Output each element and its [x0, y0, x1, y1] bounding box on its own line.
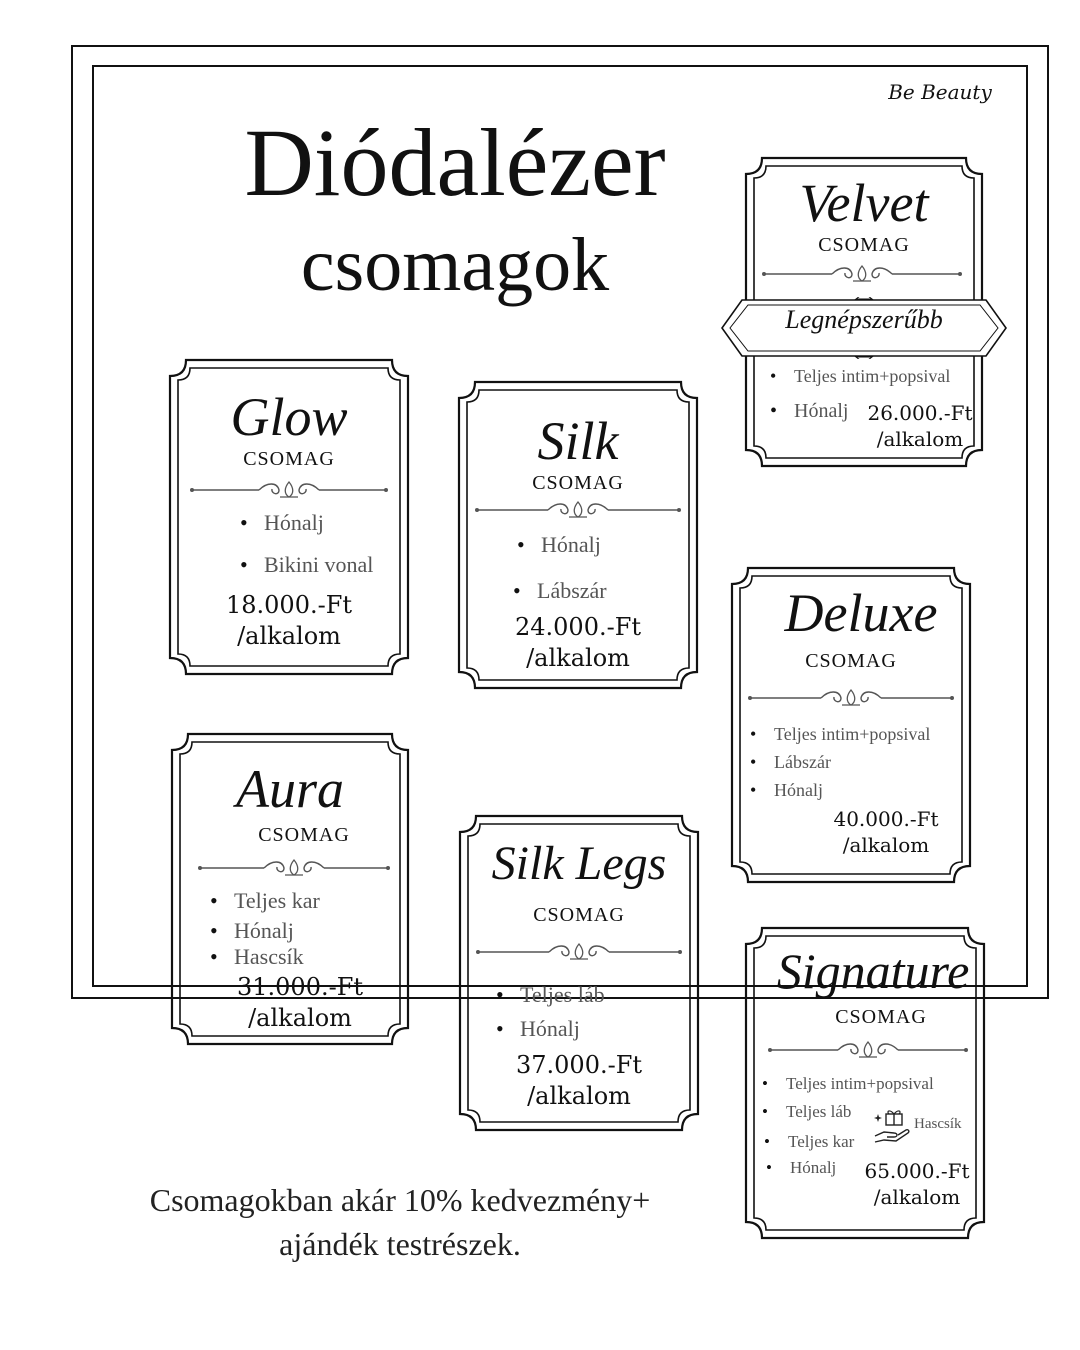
- package-card-signature: [744, 926, 986, 1240]
- ornament-divider: [476, 942, 682, 962]
- package-card-glow: [168, 358, 410, 676]
- package-item: • Hónalj: [774, 780, 823, 801]
- price-amount: 24.000.-Ft: [514, 613, 641, 641]
- package-item: • Teljes intim+popsival: [786, 1074, 934, 1094]
- price-unit: /alkalom: [248, 1004, 352, 1033]
- ornament-svg: [476, 942, 682, 962]
- gift-hand-icon: [872, 1108, 912, 1148]
- popular-banner: [720, 297, 1008, 359]
- footer-note: [100, 1178, 700, 1266]
- package-price: [457, 612, 699, 674]
- package-card-silk-legs: [458, 814, 700, 1132]
- package-name: Aura: [236, 759, 344, 819]
- package-item: • Lábszár: [537, 578, 607, 604]
- ornament-divider: [475, 500, 681, 520]
- package-item: • Teljes kar: [234, 888, 320, 914]
- package-item: • Teljes intim+popsival: [794, 366, 950, 387]
- package-price: [816, 806, 956, 858]
- package-item: • Hónalj: [264, 510, 324, 536]
- price-unit: /alkalom: [526, 644, 630, 673]
- package-card-aura: [170, 732, 410, 1046]
- package-price: [190, 972, 410, 1034]
- price-amount: 31.000.-Ft: [236, 973, 363, 1001]
- package-item: • Hónalj: [234, 918, 294, 944]
- package-name: Glow: [230, 387, 348, 447]
- package-item: • Teljes láb: [520, 982, 605, 1008]
- package-item: • Teljes kar: [788, 1132, 854, 1152]
- page-title: Diódalézer: [244, 109, 666, 216]
- package-item: • Lábszár: [774, 752, 831, 773]
- price-unit: /alkalom: [873, 1185, 961, 1209]
- package-price: [458, 1050, 700, 1112]
- package-csomag-label: CSOMAG: [533, 904, 625, 926]
- price-unit: /alkalom: [527, 1082, 631, 1111]
- package-price: [854, 1158, 980, 1210]
- package-item: • Hascsík: [234, 944, 304, 970]
- ornament-divider: [768, 1040, 968, 1060]
- package-item: • Hónalj: [541, 532, 601, 558]
- package-price: [860, 400, 980, 452]
- ornament-svg: [748, 688, 954, 708]
- package-card-deluxe: [730, 566, 972, 884]
- footer-line-2: ajándék testrészek.: [279, 1226, 521, 1262]
- package-csomag-label: CSOMAG: [243, 448, 335, 470]
- package-name: Silk Legs: [491, 837, 667, 890]
- brand-logo: Be Beauty: [888, 80, 992, 104]
- ornament-svg: [768, 1040, 968, 1060]
- gift-extra-label: Hascsík: [914, 1116, 962, 1132]
- package-item: • Hónalj: [520, 1016, 580, 1042]
- page-subtitle: csomagok: [300, 223, 610, 307]
- package-name: Signature: [776, 943, 970, 999]
- package-csomag-label: CSOMAG: [532, 472, 624, 494]
- footer-line-1: Csomagokban akár 10% kedvezmény+: [149, 1182, 651, 1218]
- package-name: Velvet: [799, 173, 929, 233]
- ornament-svg: [198, 858, 390, 878]
- price-unit: /alkalom: [237, 622, 341, 651]
- package-name: Silk: [537, 411, 619, 471]
- package-csomag-label: CSOMAG: [835, 1006, 927, 1028]
- package-price: [168, 590, 410, 652]
- ornament-divider: [190, 480, 388, 500]
- package-csomag-label: CSOMAG: [258, 824, 350, 846]
- price-amount: 26.000.-Ft: [867, 401, 973, 425]
- price-amount: 40.000.-Ft: [833, 807, 939, 831]
- package-item: • Teljes láb: [786, 1102, 851, 1122]
- package-item: • Hónalj: [790, 1158, 836, 1178]
- package-csomag-label: CSOMAG: [818, 234, 910, 256]
- price-unit: /alkalom: [876, 427, 964, 451]
- package-item: • Hónalj: [794, 400, 848, 423]
- ornament-divider: [198, 858, 390, 878]
- ornament-divider: [762, 264, 962, 284]
- package-item: • Bikini vonal: [264, 552, 373, 578]
- price-unit: /alkalom: [842, 833, 930, 857]
- package-csomag-label: CSOMAG: [805, 650, 897, 672]
- ornament-svg: [762, 264, 962, 284]
- popular-label: Legnépszerűbb: [785, 305, 943, 334]
- price-amount: 37.000.-Ft: [515, 1051, 642, 1079]
- price-amount: 18.000.-Ft: [225, 591, 352, 619]
- ornament-svg: [475, 500, 681, 520]
- package-item: • Teljes intim+popsival: [774, 724, 930, 745]
- package-card-silk: [457, 380, 699, 690]
- price-amount: 65.000.-Ft: [864, 1159, 970, 1183]
- package-name: Deluxe: [784, 583, 938, 643]
- ornament-svg: [190, 480, 388, 500]
- ornament-divider: [748, 688, 954, 708]
